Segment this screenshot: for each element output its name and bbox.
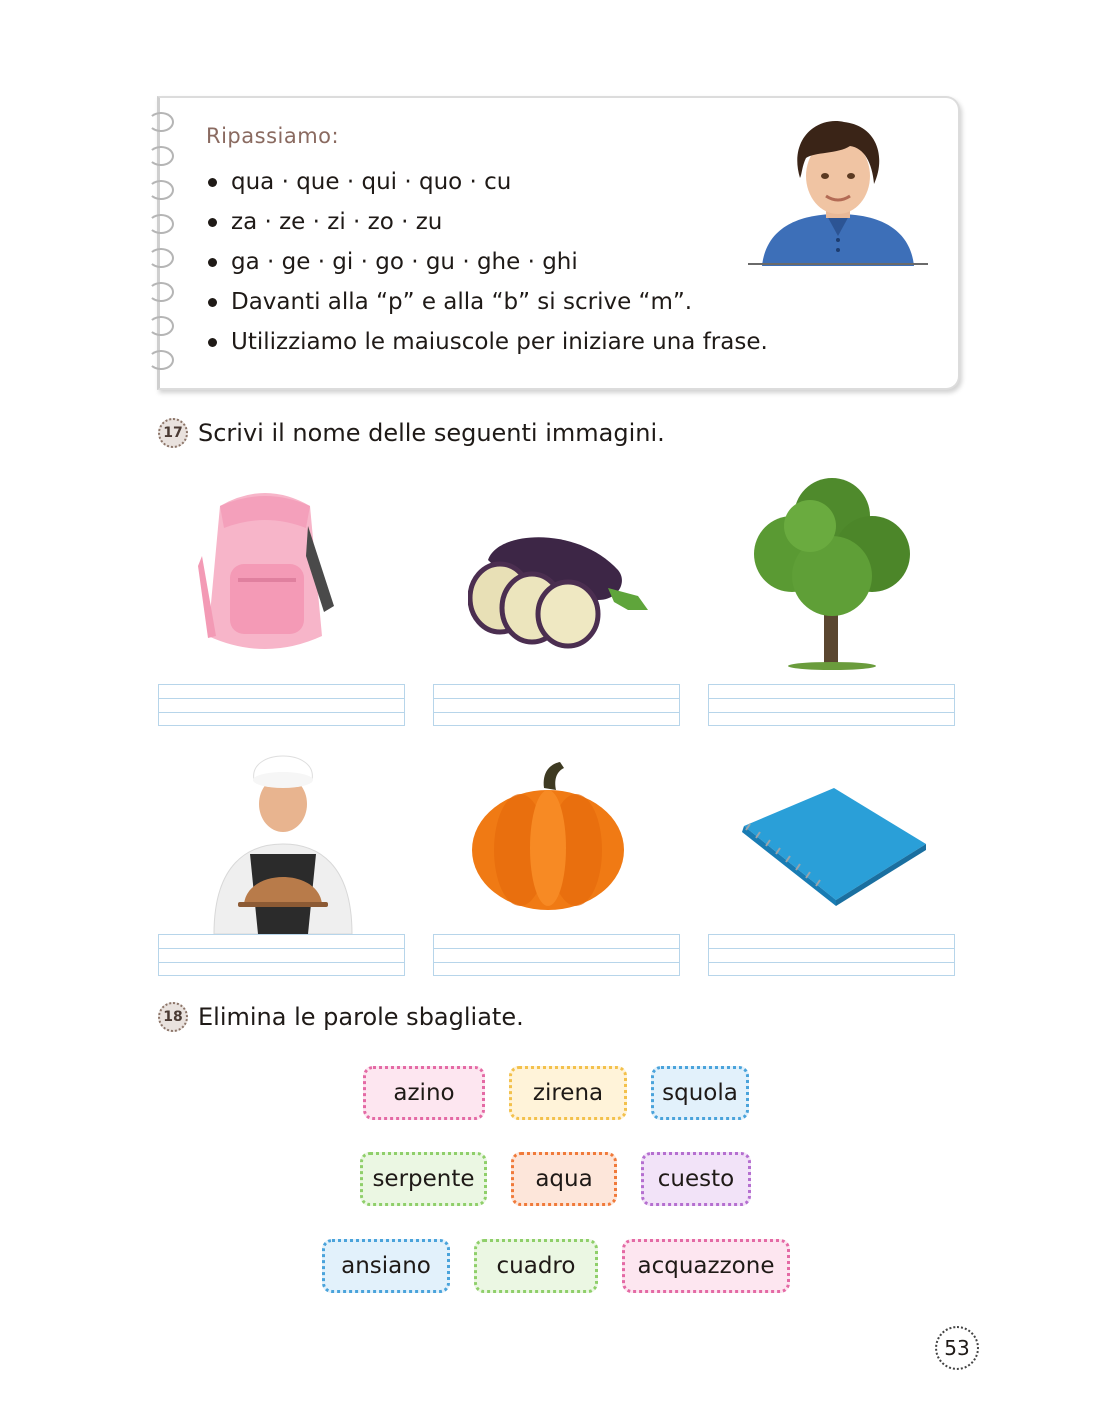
writing-lines[interactable] (708, 934, 955, 976)
review-item: ga · ge · gi · go · gu · ghe · ghi (208, 242, 768, 282)
exercise-17-instruction: Scrivi il nome delle seguenti immagini. (198, 419, 665, 447)
review-item: za · ze · zi · zo · zu (208, 202, 768, 242)
review-list (208, 162, 768, 362)
exercise-18-instruction: Elimina le parole sbagliate. (198, 1003, 524, 1031)
writing-lines[interactable] (158, 934, 405, 976)
writing-lines[interactable] (433, 934, 680, 976)
word-tag[interactable]: zirena (509, 1066, 627, 1120)
word-tag[interactable]: squola (651, 1066, 749, 1120)
exercise-number-badge: 17 (158, 418, 188, 448)
backpack-image (190, 486, 340, 662)
word-tag[interactable]: cuadro (474, 1239, 598, 1293)
word-tag[interactable]: cuesto (641, 1152, 751, 1206)
writing-lines[interactable] (708, 684, 955, 726)
page-number: 53 (935, 1326, 979, 1370)
word-tag[interactable]: aqua (511, 1152, 617, 1206)
exercise-number-badge: 18 (158, 1002, 188, 1032)
review-item: Utilizziamo le maiuscole per iniziare una frase. (208, 322, 768, 362)
word-tag[interactable]: azino (363, 1066, 485, 1120)
word-tag[interactable]: ansiano (322, 1239, 450, 1293)
review-item: Davanti alla “p” e alla “b” si scrive “m”. (208, 282, 768, 322)
writing-lines[interactable] (158, 684, 405, 726)
writing-lines[interactable] (433, 684, 680, 726)
notebook-image (736, 786, 930, 906)
exercise-17-header (158, 418, 665, 448)
word-tag[interactable]: serpente (360, 1152, 487, 1206)
review-card (157, 96, 960, 390)
review-item: qua · que · qui · quo · cu (208, 162, 768, 202)
review-title: Ripassiamo: (206, 124, 340, 148)
eggplant-image (468, 530, 652, 650)
tree-image (752, 476, 912, 672)
chef-image (208, 744, 358, 934)
photo-baseline (748, 263, 928, 265)
word-tag[interactable]: acquazzone (622, 1239, 790, 1293)
boy-photo (748, 118, 928, 266)
exercise-18-header (158, 1002, 524, 1032)
pumpkin-image (470, 762, 626, 912)
